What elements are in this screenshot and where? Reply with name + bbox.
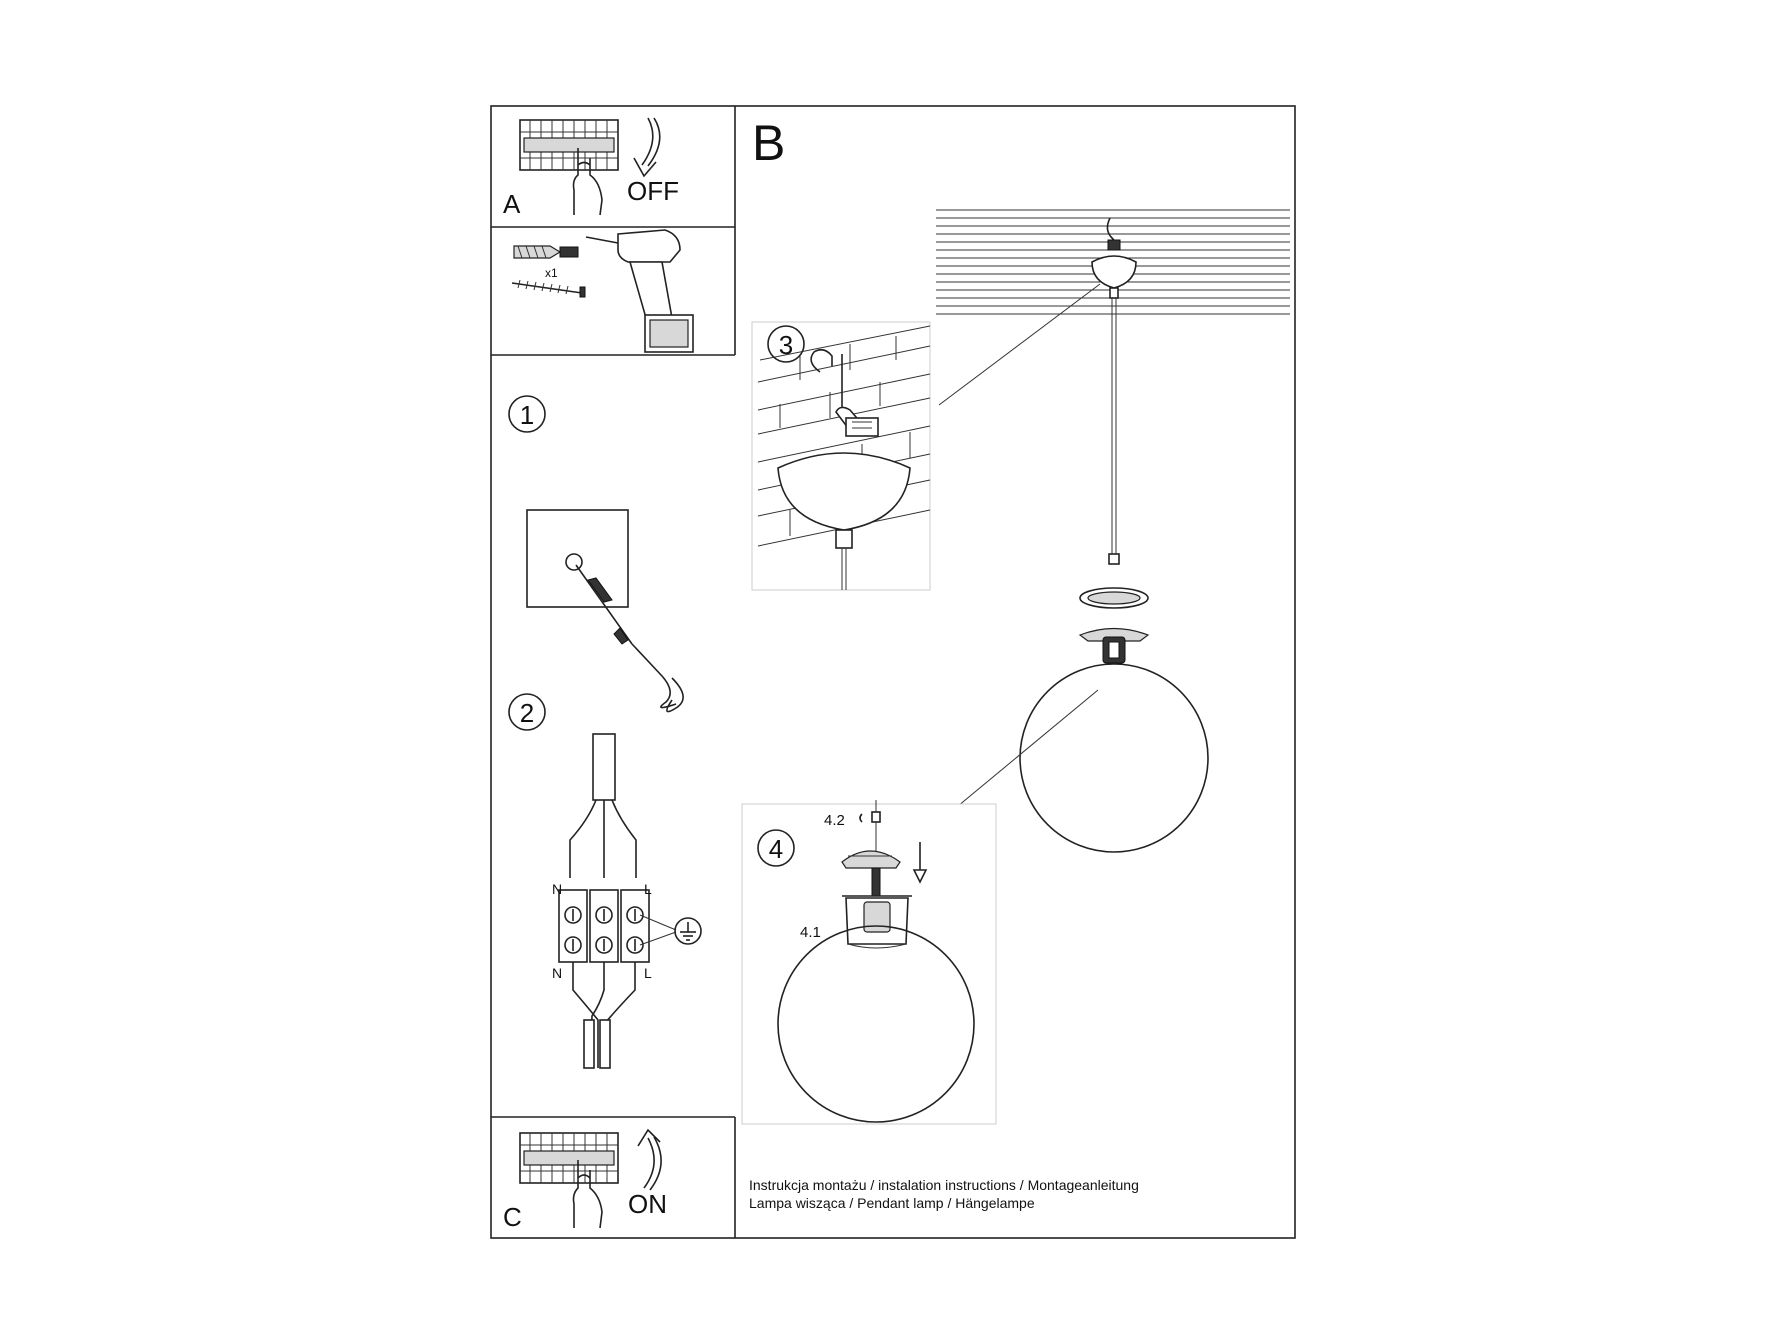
power-off-label: OFF <box>627 176 679 206</box>
caption-line-1: Instrukcja montażu / instalation instructions / Montageanleitung <box>749 1177 1139 1193</box>
panel-c-power-on <box>503 1130 667 1232</box>
drill-icon <box>586 230 693 352</box>
step-3-number: 3 <box>778 330 794 360</box>
curved-arrow-up-icon <box>638 1130 661 1190</box>
step-1 <box>509 396 683 712</box>
lamp-wires <box>573 962 635 1068</box>
tools-panel <box>512 230 693 352</box>
step-4-2-label: 4.2 <box>824 812 845 829</box>
quantity-label: x1 <box>545 266 558 280</box>
neutral-label-top: N <box>552 881 563 897</box>
neutral-label-bottom: N <box>552 965 563 981</box>
panel-a-power-off <box>503 118 679 219</box>
panel-b-letter: B <box>752 115 786 171</box>
wall-plug-icon <box>514 246 578 258</box>
hook-icon <box>576 565 683 712</box>
detail-3-ceiling-fixing <box>752 322 930 590</box>
cable-sleeve <box>593 734 615 800</box>
panel-a-letter: A <box>503 189 521 219</box>
power-on-label: ON <box>628 1189 667 1219</box>
supply-wires <box>570 800 636 878</box>
glass-globe <box>1020 664 1208 852</box>
screw-icon <box>512 280 585 297</box>
step-2-number: 2 <box>519 698 535 728</box>
step-4-number: 4 <box>768 834 784 864</box>
detail-3-leader <box>939 284 1100 405</box>
step-2 <box>509 694 701 1068</box>
circuit-breaker-icon <box>520 120 618 170</box>
pendant-lamp <box>1020 218 1208 852</box>
live-label-bottom: L <box>644 965 652 981</box>
step-1-number: 1 <box>519 400 535 430</box>
live-label-top: L <box>644 881 652 897</box>
detail-4-leader <box>958 690 1098 806</box>
curved-arrow-down-icon <box>634 118 660 176</box>
drill-hole <box>566 554 582 570</box>
ceiling-canopy <box>1092 256 1136 288</box>
step-4-1-label: 4.1 <box>800 924 821 941</box>
panel-b-assembly <box>742 115 1290 1211</box>
caption-line-2: Lampa wisząca / Pendant lamp / Hängelampe <box>749 1195 1035 1211</box>
circuit-breaker-icon <box>520 1133 618 1183</box>
ceiling-square <box>527 510 628 607</box>
panel-c-letter: C <box>503 1202 522 1232</box>
terminal-block <box>559 890 649 962</box>
detail-4-globe-mounting <box>742 800 996 1124</box>
